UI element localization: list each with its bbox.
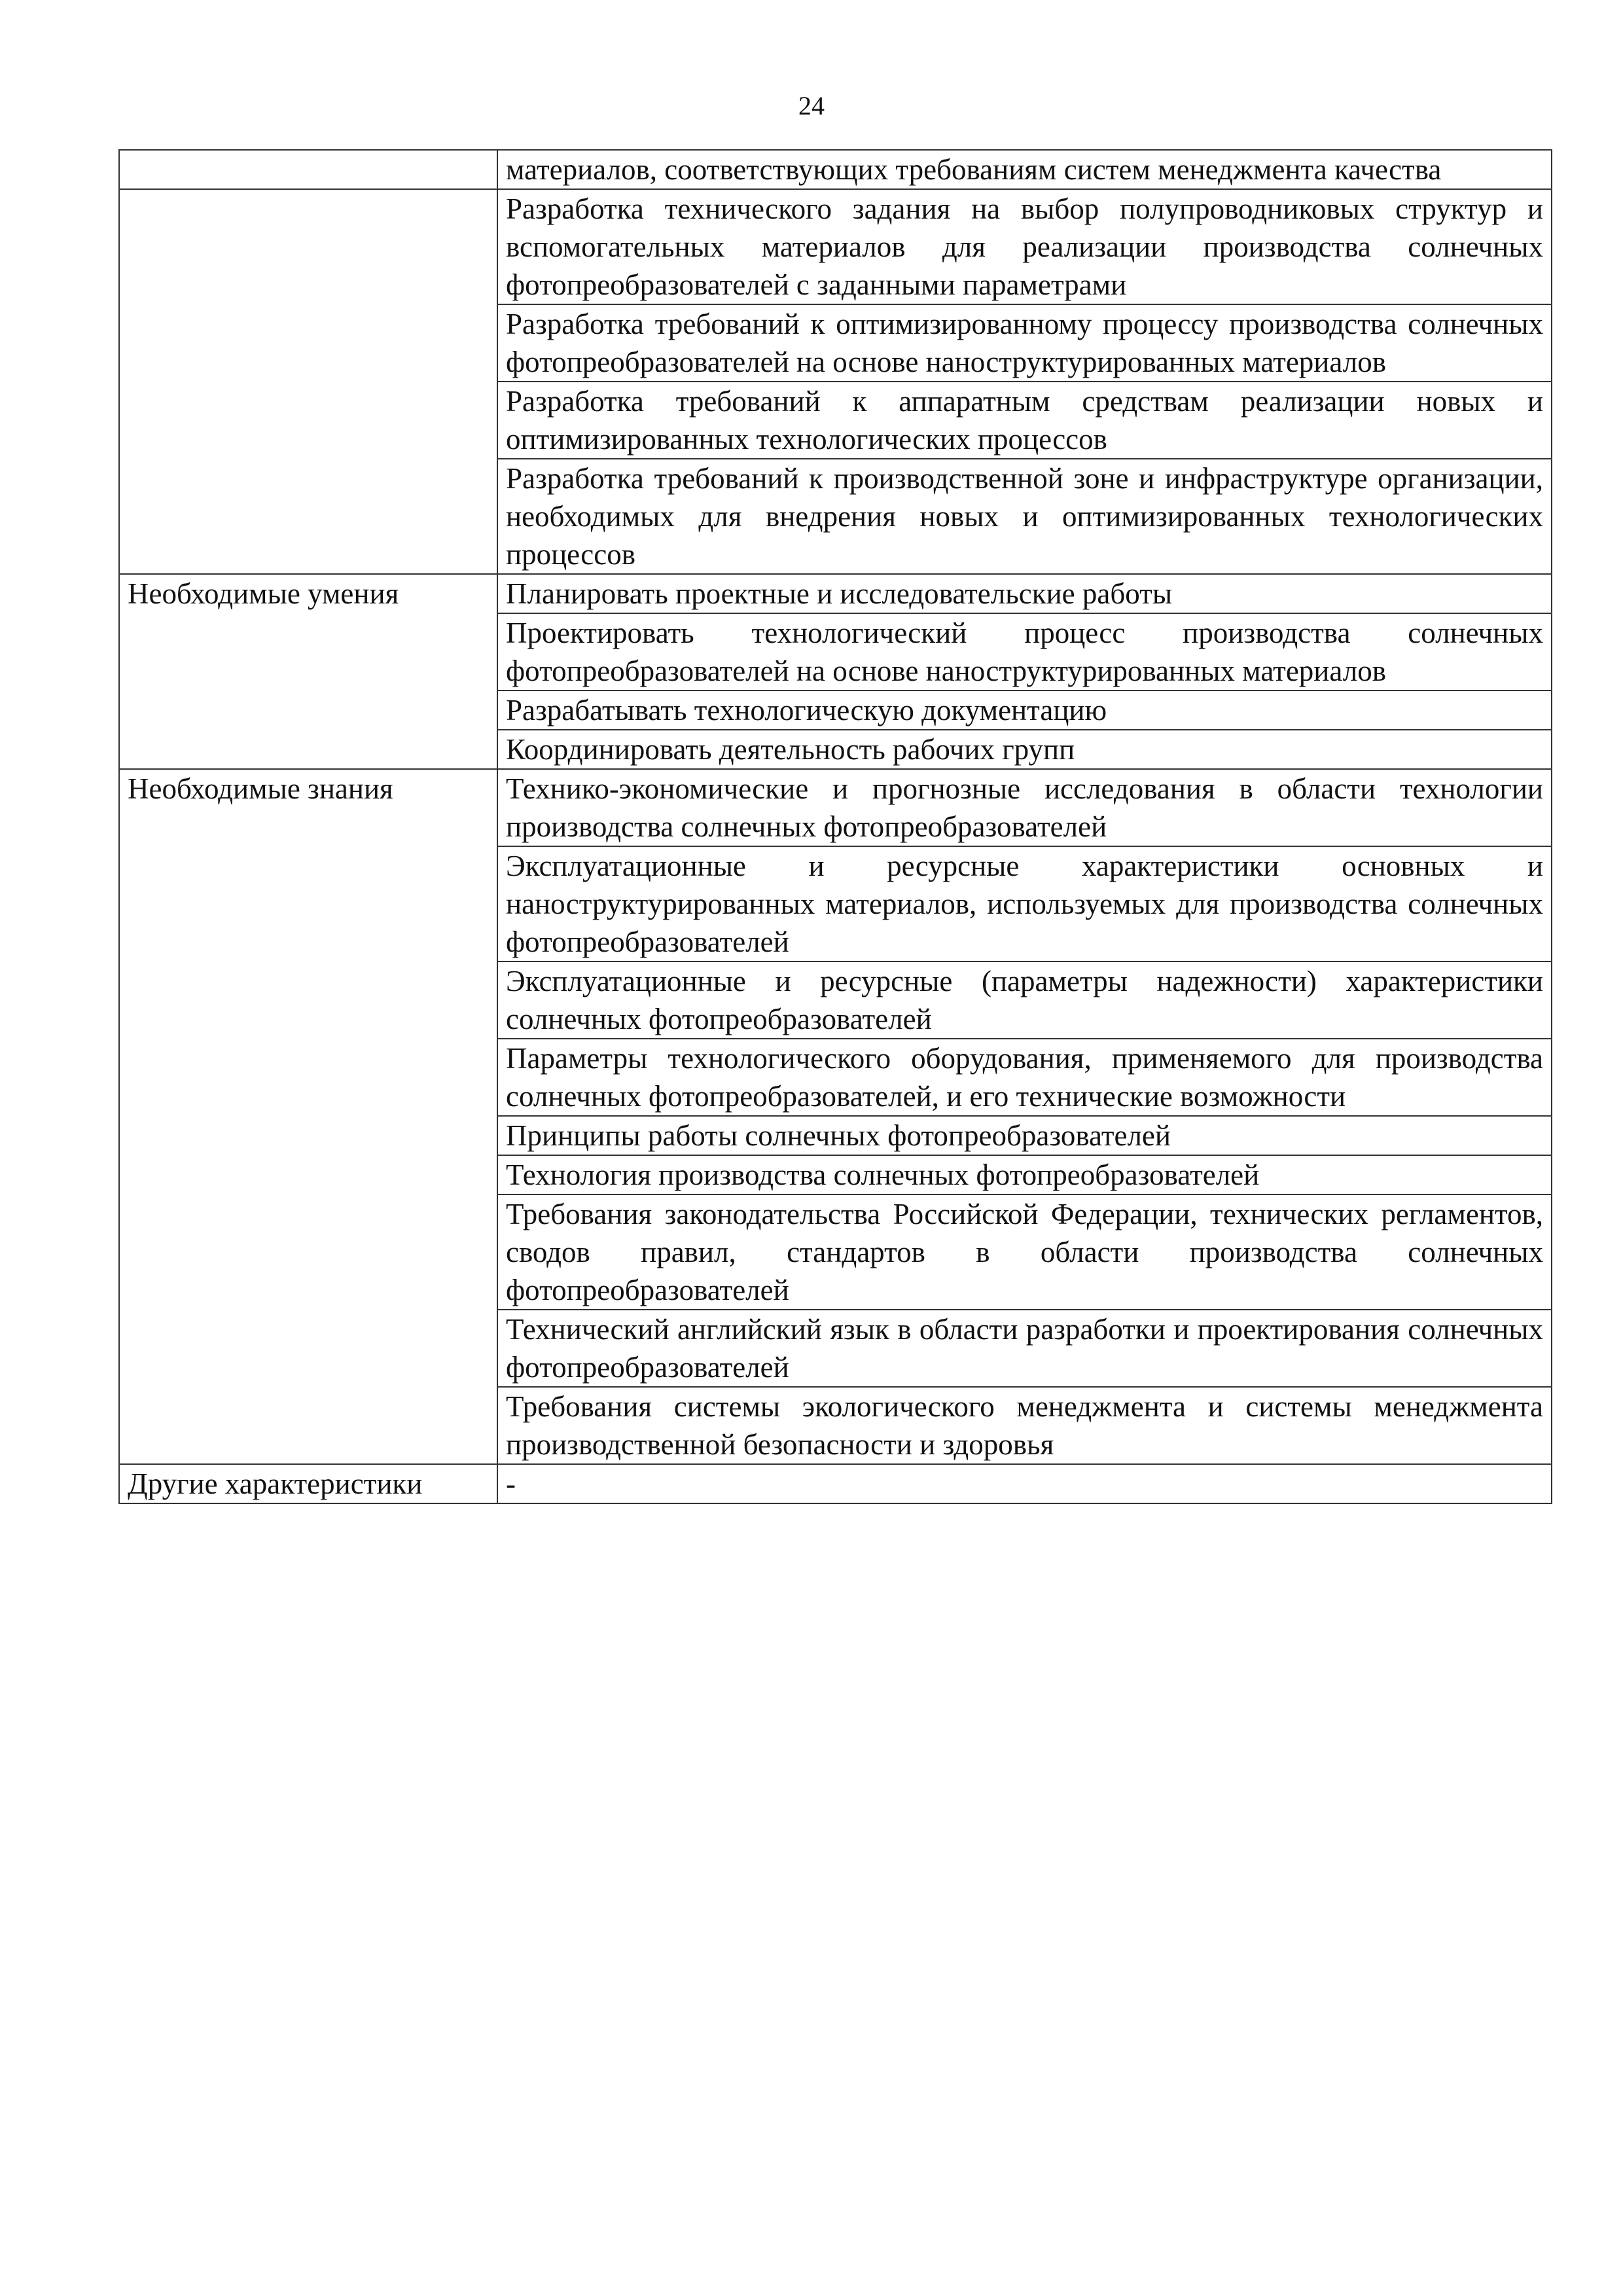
knowledge-item: Технология производства солнечных фотопреобразователей [497, 1155, 1552, 1194]
table-row [119, 382, 1552, 459]
skill-item: Координировать деятельность рабочих групп [497, 730, 1552, 769]
table-cell: материалов, соответствующих требованиям систем менеджмента качества [497, 150, 1552, 189]
skill-item: Разрабатывать технологическую документацию [497, 691, 1552, 730]
table-row [119, 189, 1552, 304]
knowledge-item: Эксплуатационные и ресурсные характеристики основных и наноструктурированных материалов, используемых для производства солнечных фотопреобразователей [497, 846, 1552, 961]
other-label: Другие характеристики [119, 1464, 497, 1503]
knowledge-item: Требования законодательства Российской Федерации, технических регламентов, сводов правил, стандартов в области производства солнечных фотопреобразователей [497, 1194, 1552, 1310]
knowledge-item: Принципы работы солнечных фотопреобразователей [497, 1116, 1552, 1155]
table-cell: Разработка требований к производственной зоне и инфраструктуре организации, необходимых для внедрения новых и оптимизированных технологических процессов [497, 459, 1552, 574]
knowledge-label: Необходимые знания [119, 769, 497, 1464]
knowledge-item: Требования системы экологического менеджмента и системы менеджмента производственной безопасности и здоровья [497, 1387, 1552, 1464]
page-number: 24 [798, 91, 825, 120]
table-row [119, 769, 1552, 846]
table-row [119, 304, 1552, 382]
label-cell-empty [119, 304, 497, 382]
table-row [119, 574, 1552, 613]
table-cell: Разработка технического задания на выбор полупроводниковых структур и вспомогательных материалов для реализации производства солнечных фотопреобразователей с заданными параметрами [497, 189, 1552, 304]
other-value: - [497, 1464, 1552, 1503]
label-cell-empty [119, 150, 497, 189]
skills-label: Необходимые умения [119, 574, 497, 769]
knowledge-item: Параметры технологического оборудования, применяемого для производства солнечных фотопреобразователей, и его технические возможности [497, 1039, 1552, 1116]
skill-item: Планировать проектные и исследовательские работы [497, 574, 1552, 613]
characteristics-table [118, 149, 1552, 1504]
label-cell-empty [119, 459, 497, 574]
table-cell: Разработка требований к оптимизированному процессу производства солнечных фотопреобразователей на основе наноструктурированных материалов [497, 304, 1552, 382]
skill-item: Проектировать технологический процесс производства солнечных фотопреобразователей на основе наноструктурированных материалов [497, 613, 1552, 691]
knowledge-item: Технико-экономические и прогнозные исследования в области технологии производства солнечных фотопреобразователей [497, 769, 1552, 846]
table-cell: Разработка требований к аппаратным средствам реализации новых и оптимизированных технологических процессов [497, 382, 1552, 459]
table-row [119, 459, 1552, 574]
label-cell-empty [119, 189, 497, 304]
label-cell-empty [119, 382, 497, 459]
knowledge-item: Технический английский язык в области разработки и проектирования солнечных фотопреобразователей [497, 1310, 1552, 1387]
knowledge-item: Эксплуатационные и ресурсные (параметры надежности) характеристики солнечных фотопреобразователей [497, 961, 1552, 1039]
table-row [119, 150, 1552, 189]
table-row [119, 1464, 1552, 1503]
